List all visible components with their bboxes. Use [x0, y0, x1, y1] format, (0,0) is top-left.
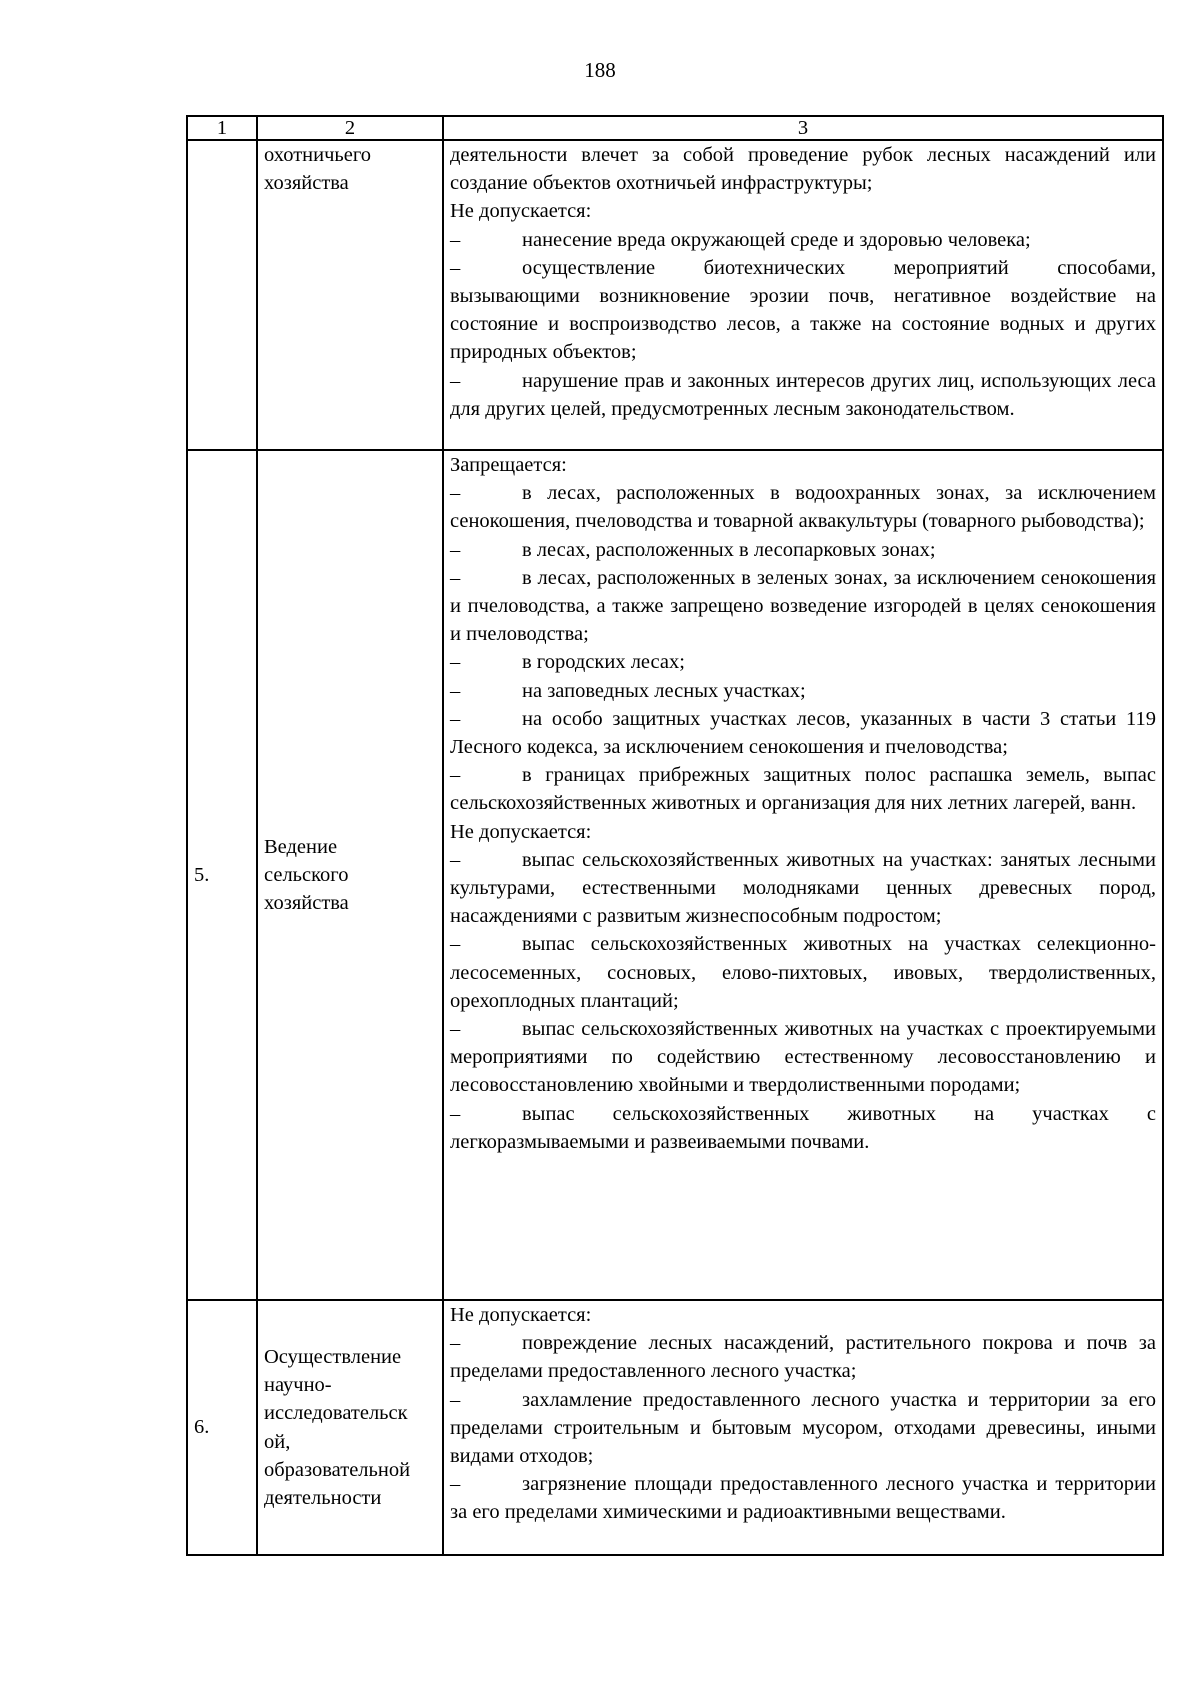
dash-marker: –: [450, 848, 461, 871]
list-item: [450, 677, 1156, 705]
dash-marker: –: [450, 369, 461, 392]
activity-name-line: охотничьего: [264, 144, 371, 166]
list-item: [450, 846, 1156, 931]
section-heading: Не допускается:: [450, 1304, 592, 1326]
dash-marker: –: [450, 679, 461, 702]
list-item: [450, 536, 1156, 564]
dash-marker: –: [450, 1102, 461, 1125]
table-header-row: [187, 116, 1163, 140]
activity-name-line: ой,: [264, 1430, 291, 1453]
dash-marker: –: [450, 933, 461, 956]
table-row: [187, 140, 1163, 450]
list-item: [450, 761, 1156, 817]
list-item-text: в границах прибрежных защитных полос распашка земель, выпас сельскохозяйственных животных и организация для них летних лагерей, ванн.: [450, 764, 1156, 815]
dash-marker: –: [450, 228, 461, 251]
section-heading: Не допускается:: [450, 200, 592, 223]
header-col-3: 3: [443, 116, 1163, 140]
list-item-text: выпас сельскохозяйственных животных на участках с проектируемыми мероприятиями по содействию естественному лесовосстановлению и лесовосстановлению хвойными и твердолиственными породами;: [450, 1018, 1156, 1097]
activity-name-line: деятельности: [264, 1486, 382, 1509]
list-item-text: нарушение прав и законных интересов других лиц, использующих леса для других целей, предусмотренных лесным законодательством.: [450, 369, 1156, 420]
list-item: [450, 648, 1156, 676]
activity-name-line: хозяйства: [264, 172, 349, 195]
activity-name-line: образовательной: [264, 1458, 411, 1481]
list-item-text: нанесение вреда окружающей среде и здоровью человека;: [522, 228, 1031, 251]
section-heading: Не допускается:: [450, 820, 592, 843]
list-item-text: в лесах, расположенных в зеленых зонах, за исключением сенокошения и пчеловодства, а также запрещено возведение изгородей в целях сенокошения и пчеловодства;: [450, 566, 1156, 646]
list-item-text: выпас сельскохозяйственных животных на участках с легкоразмываемыми и развеиваемыми почвами.: [450, 1102, 1156, 1153]
activity-name-line: хозяйства: [264, 892, 349, 915]
dash-marker: –: [450, 1473, 461, 1496]
list-item-text: выпас сельскохозяйственных животных на участках селекционно-лесосеменных, сосновых, елово-пихтовых, ивовых, твердолиственных, орехоплодных плантаций;: [450, 933, 1156, 1012]
header-col-1: 1: [187, 116, 257, 140]
list-item: [450, 1470, 1156, 1526]
table-row: [187, 450, 1163, 1300]
activity-name-line: сельского: [264, 863, 349, 886]
activity-name: [257, 140, 443, 450]
list-item-text: выпас сельскохозяйственных животных на участках: занятых лесными культурами, естественными молодняками ценных древесных пород, насаждениями с развитым жизнеспособным подростом;: [450, 848, 1156, 928]
activity-name: [257, 450, 443, 1300]
list-item: [450, 226, 1156, 254]
activity-name-line: Ведение: [264, 835, 338, 858]
dash-marker: –: [450, 651, 461, 674]
activity-name-line: Осуществление: [264, 1345, 402, 1368]
list-item: [450, 254, 1156, 367]
list-item: [450, 1386, 1156, 1471]
dash-marker: –: [450, 482, 461, 505]
dash-marker: –: [450, 1388, 461, 1411]
list-item-text: в лесах, расположенных в водоохранных зонах, за исключением сенокошения, пчеловодства и товарной аквакультуры (товарного рыбоводства);: [450, 482, 1156, 533]
list-item-text: загрязнение площади предоставленного лесного участка и территории за его пределами химическими и радиоактивными веществами.: [450, 1473, 1156, 1524]
list-item-text: осуществление биотехнических мероприятий способами, вызывающими возникновение эрозии почв, негативное воздействие на состояние и воспроизводство лесов, а также на состояние водных и других природных объектов;: [450, 256, 1156, 364]
list-item: [450, 1100, 1156, 1156]
list-item: [450, 705, 1156, 761]
activity-name: [257, 1300, 443, 1555]
row-number: 6.: [187, 1300, 257, 1555]
section-heading: Запрещается:: [450, 454, 567, 476]
list-item-text: на заповедных лесных участках;: [522, 679, 806, 702]
list-item-text: захламление предоставленного лесного участка и территории за его пределами строительным и бытовым мусором, отходами древесины, иными видами отходов;: [450, 1388, 1156, 1468]
list-item-text: повреждение лесных насаждений, растительного покрова и почв за пределами предоставленного лесного участка;: [450, 1332, 1156, 1383]
list-item-text: в лесах, расположенных в лесопарковых зонах;: [522, 538, 936, 561]
activity-name-line: исследовательск: [264, 1402, 408, 1425]
dash-marker: –: [450, 707, 461, 730]
dash-marker: –: [450, 1018, 461, 1041]
list-item: [450, 564, 1156, 649]
activity-name-line: научно-: [264, 1374, 332, 1397]
restrictions-cell: [443, 140, 1163, 450]
restriction-text: деятельности влечет за собой проведение рубок лесных насаждений или создание объектов охотничьей инфраструктуры;: [450, 144, 1156, 195]
header-col-2: 2: [257, 116, 443, 140]
list-item-text: на особо защитных участках лесов, указанных в части 3 статьи 119 Лесного кодекса, за исключением сенокошения и пчеловодства;: [450, 707, 1156, 759]
list-item: [450, 930, 1156, 1015]
regulation-table: [186, 115, 1164, 1556]
list-item-text: в городских лесах;: [522, 651, 685, 674]
restrictions-cell: [443, 450, 1163, 1300]
dash-marker: –: [450, 538, 461, 561]
list-item: [450, 479, 1156, 535]
row-number: 5.: [187, 450, 257, 1300]
list-item: [450, 1015, 1156, 1100]
dash-marker: –: [450, 566, 461, 589]
list-item: [450, 367, 1156, 423]
restrictions-cell: [443, 1300, 1163, 1555]
dash-marker: –: [450, 256, 461, 279]
row-number: [187, 140, 257, 450]
dash-marker: –: [450, 1332, 461, 1355]
list-item: [450, 1329, 1156, 1385]
page-number: 188: [584, 58, 616, 82]
dash-marker: –: [450, 764, 461, 787]
table-row: [187, 1300, 1163, 1555]
